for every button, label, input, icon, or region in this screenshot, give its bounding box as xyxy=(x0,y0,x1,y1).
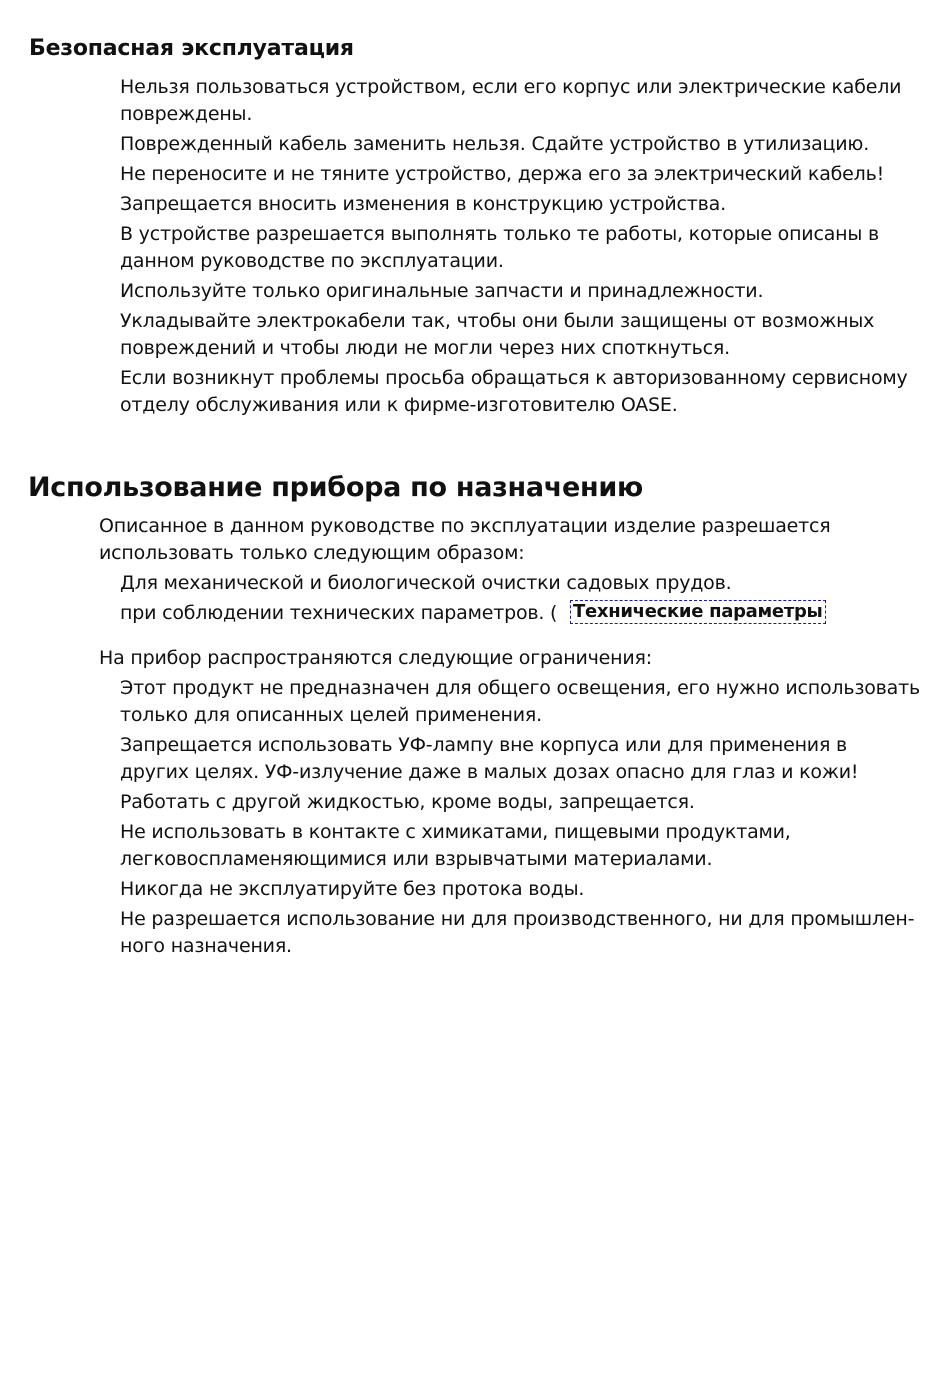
list-item: Этот продукт не предназначен для общего освещения, его нужно использовать только для описанных целей применения. xyxy=(120,677,920,726)
intended-use-heading: Использование прибора по назначению xyxy=(28,472,643,503)
params-reference-text: при соблюдении технических параметров. ( xyxy=(120,602,558,624)
list-item: Работать с другой жидкостью, кроме воды, запрещается. xyxy=(120,791,695,813)
technical-parameters-link[interactable]: Технические параметры xyxy=(570,600,826,624)
list-item: Укладывайте электрокабели так, чтобы они были защищены от возможных повреждений и чтобы люди не могли через них споткнуться. xyxy=(120,310,875,359)
list-item: Поврежденный кабель заменить нельзя. Сдайте устройство в утилизацию. xyxy=(120,133,870,155)
list-item: Не разрешается использование ни для производственного, ни для промышленного назначения. xyxy=(120,908,915,957)
list-item: Никогда не эксплуатируйте без протока воды. xyxy=(120,878,585,900)
intended-use-intro: Описанное в данном руководстве по эксплуатации изделие разрешается использовать только следующим образом: xyxy=(99,515,831,564)
list-item: Запрещается вносить изменения в конструкцию устройства. xyxy=(120,193,726,215)
safety-heading: Безопасная эксплуатация xyxy=(29,36,354,61)
list-item: Для механической и биологической очистки садовых прудов. xyxy=(120,572,732,594)
list-item: Если возникнут проблемы просьба обращаться к авторизованному сервисному отделу обслуживания или к фирме-изготовителю OASE. xyxy=(120,367,908,416)
list-item: Используйте только оригинальные запчасти и принадлежности. xyxy=(120,280,764,302)
restrictions-list xyxy=(120,675,920,963)
list-item: Не переносите и не тяните устройство, держа его за электрический кабель! xyxy=(120,163,885,185)
list-item: Не использовать в контакте с химикатами, пищевыми продуктами, легковоспламеняющимися или взрывчатыми материалами. xyxy=(120,821,791,870)
safety-list xyxy=(120,74,920,422)
restrictions-intro: На прибор распространяются следующие ограничения: xyxy=(99,647,652,669)
list-item: Запрещается использовать УФ-лампу вне корпуса или для применения в других целях. УФ-излучение даже в малых дозах опасно для глаз и кожи! xyxy=(120,734,859,783)
uses-list xyxy=(120,570,920,600)
list-item: Нельзя пользоваться устройством, если его корпус или электрические кабели повреждены. xyxy=(120,76,902,125)
list-item: В устройстве разрешается выполнять только те работы, которые описаны в данном руководстве по эксплуатации. xyxy=(120,223,880,272)
